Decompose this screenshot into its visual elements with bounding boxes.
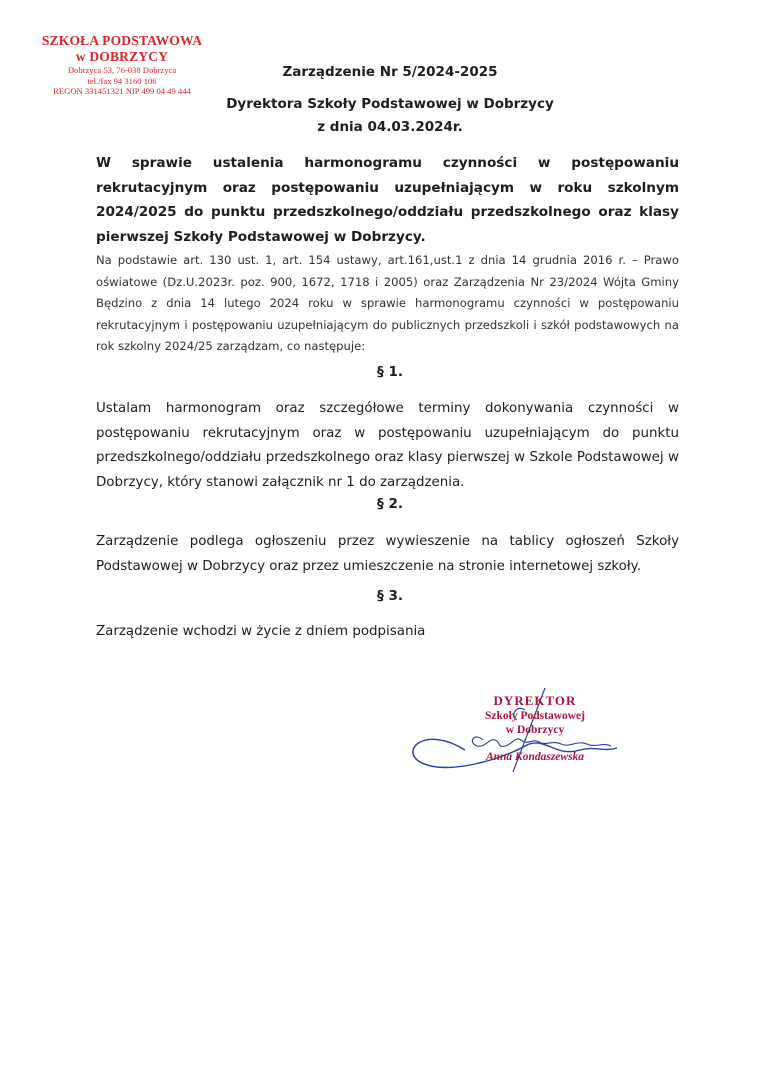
- section-3-text: Zarządzenie wchodzi w życie z dniem podpisania: [96, 624, 426, 639]
- section-2-heading: § 2.: [377, 496, 403, 512]
- section-1-text: Ustalam harmonogram oraz szczegółowe terminy dokonywania czynności w postępowaniu rekrutacyjnym oraz w postępowaniu uzupełniającym do punktu przedszkolnego/oddziału przedszkolnego oraz klasy pierwszej w Szkole Podstawowej w Dobrzycy, który stanowi załącznik nr 1 do zarządzenia.: [96, 401, 679, 490]
- director-stamp: [455, 693, 615, 765]
- director-school: Szkoły Podstawowej: [485, 710, 585, 722]
- school-name-line1: SZKOŁA PODSTAWOWA: [41, 33, 203, 48]
- document-title: Zarządzenie Nr 5/2024-2025: [282, 64, 498, 80]
- director-title: DYREKTOR: [493, 693, 577, 708]
- school-ids: REGON 331451321 NIP 499 04 49 444: [53, 86, 191, 96]
- section-2-text: Zarządzenie podlega ogłoszeniu przez wywieszenie na tablicy ogłoszeń Szkoły Podstawowej w Dobrzycy oraz przez umieszczenie na stronie internetowej szkoły.: [96, 534, 679, 574]
- document-date: z dnia 04.03.2024r.: [317, 119, 463, 135]
- document-issuer: Dyrektora Szkoły Podstawowej w Dobrzycy: [226, 96, 554, 112]
- director-place: w Dobrzycy: [505, 724, 565, 736]
- section-1-heading: § 1.: [377, 364, 403, 380]
- section-3-heading: § 3.: [377, 588, 403, 604]
- document-subject: W sprawie ustalenia harmonogramu czynności w postępowaniu rekrutacyjnym oraz postępowaniu uzupełniającym w roku szkolnym 2024/2025 do punktu przedszkolnego/oddziału przedszkolnego oraz klasy pierwszej Szkoły Podstawowej w Dobrzycy.: [96, 155, 679, 245]
- school-stamp: [34, 33, 210, 97]
- school-name-line2: w DOBRZYCY: [75, 49, 169, 64]
- legal-basis: Na podstawie art. 130 ust. 1, art. 154 ustawy, art.161,ust.1 z dnia 14 grudnia 2016 r. – Prawo oświatowe (Dz.U.2023r. poz. 900, 1672, 1718 i 2005) oraz Zarządzenia Nr 23/2024 Wójta Gminy Będzino z dnia 14 lutego 2024 roku w sprawie harmonogramu czynności w postępowaniu rekrutacyjnym i postępowaniu uzupełniającym do publicznych przedszkoli i szkół podstawowych na rok szkolny 2024/25 zarządzam, co następuje:: [96, 253, 679, 353]
- school-phone: tel./fax 94 3160 106: [87, 75, 157, 86]
- school-address: Dobrzyca 53, 76-038 Dobrzyca: [67, 65, 177, 75]
- director-name: Anna Kondaszewska: [485, 751, 585, 763]
